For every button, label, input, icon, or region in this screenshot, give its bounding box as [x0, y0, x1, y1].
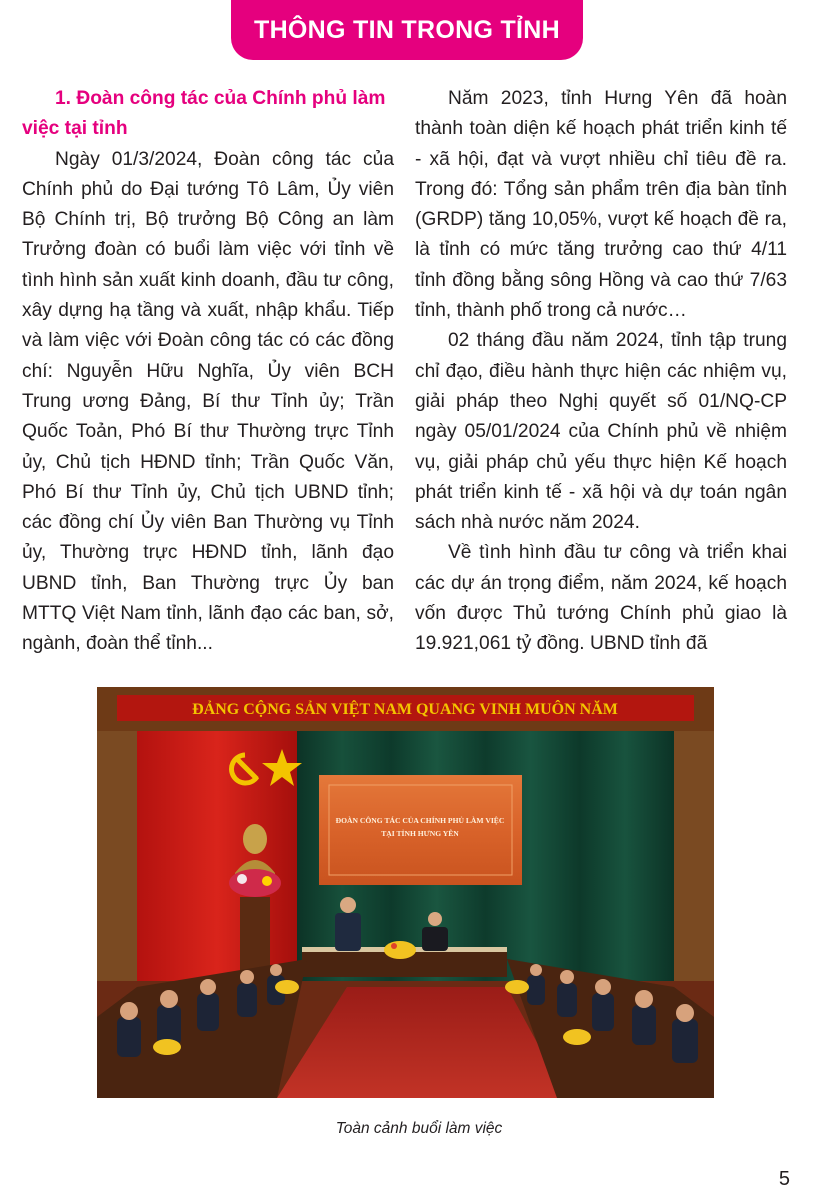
- article-heading: 1. Đoàn công tác của Chính phủ làm việc tại tỉnh: [22, 88, 386, 140]
- paragraph-right-2: 02 tháng đầu năm 2024, tỉnh tập trung chỉ đạo, điều hành thực hiện các nhiệm vụ, giải pháp theo Nghị quyết số 01/NQ-CP ngày 05/01/2024 của Chính phủ về nhiệm vụ, giải pháp chủ yếu thực hiện Kế hoạch phát triển kinh tế - xã hội và dự toán ngân sách nhà nước năm 2024.: [415, 330, 787, 534]
- screen-line1: ĐOÀN CÔNG TÁC CỦA CHÍNH PHỦ LÀM VIỆC: [335, 816, 505, 825]
- right-column: [415, 84, 787, 660]
- paragraph-right-1: Năm 2023, tỉnh Hưng Yên đã hoàn thành toàn diện kế hoạch phát triển kinh tế - xã hội, đạt và vượt nhiều chỉ tiêu đề ra. Trong đó: Tổng sản phẩm trên địa bàn tỉnh (GRDP) tăng 10,05%, vượt kế hoạch đề ra, là tỉnh có mức tăng trưởng cao thứ 4/11 tỉnh đồng bằng sông Hồng và cao thứ 7/63 tỉnh, thành phố trong cả nước…: [415, 88, 787, 322]
- banner-title: THÔNG TIN TRONG TỈNH: [254, 15, 560, 44]
- page-number: 5: [778, 1168, 790, 1190]
- slogan-text: ĐẢNG CỘNG SẢN VIỆT NAM QUANG VINH MUÔN NĂM: [192, 701, 618, 718]
- paragraph-right-3: Về tình hình đầu tư công và triển khai các dự án trọng điểm, năm 2024, kế hoạch vốn được Thủ tướng Chính phủ giao là 19.921,061 tỷ đồng. UBND tỉnh đã: [415, 542, 787, 655]
- section-banner: [231, 0, 583, 60]
- paragraph-left-1: Ngày 01/3/2024, Đoàn công tác của Chính phủ do Đại tướng Tô Lâm, Ủy viên Bộ Chính trị, Bộ trưởng Bộ Công an làm Trưởng đoàn có buổi làm việc với tỉnh về tình hình sản xuất kinh doanh, đầu tư công, xây dựng hạ tầng và xuất, nhập khẩu. Tiếp và làm việc với Đoàn công tác có các đồng chí: Nguyễn Hữu Nghĩa, Ủy viên BCH Trung ương Đảng, Bí thư Tỉnh ủy; Trần Quốc Toản, Phó Bí thư Thường trực Tỉnh ủy, Chủ tịch HĐND tỉnh; Trần Quốc Văn, Phó Bí thư Tỉnh ủy, Chủ tịch UBND tỉnh; các đồng chí Ủy viên Ban Thường vụ Tỉnh ủy, Thường trực HĐND tỉnh, lãnh đạo UBND tỉnh, Ban Thường trực Ủy ban MTTQ Việt Nam tỉnh, lãnh đạo các ban, sở, ngành, đoàn thể tỉnh...: [22, 148, 394, 655]
- left-column: [22, 84, 394, 660]
- screen-line2: TẠI TỈNH HƯNG YÊN: [381, 829, 459, 838]
- photo-caption: Toàn cảnh buổi làm việc: [335, 1120, 503, 1137]
- meeting-photo: [97, 687, 714, 1098]
